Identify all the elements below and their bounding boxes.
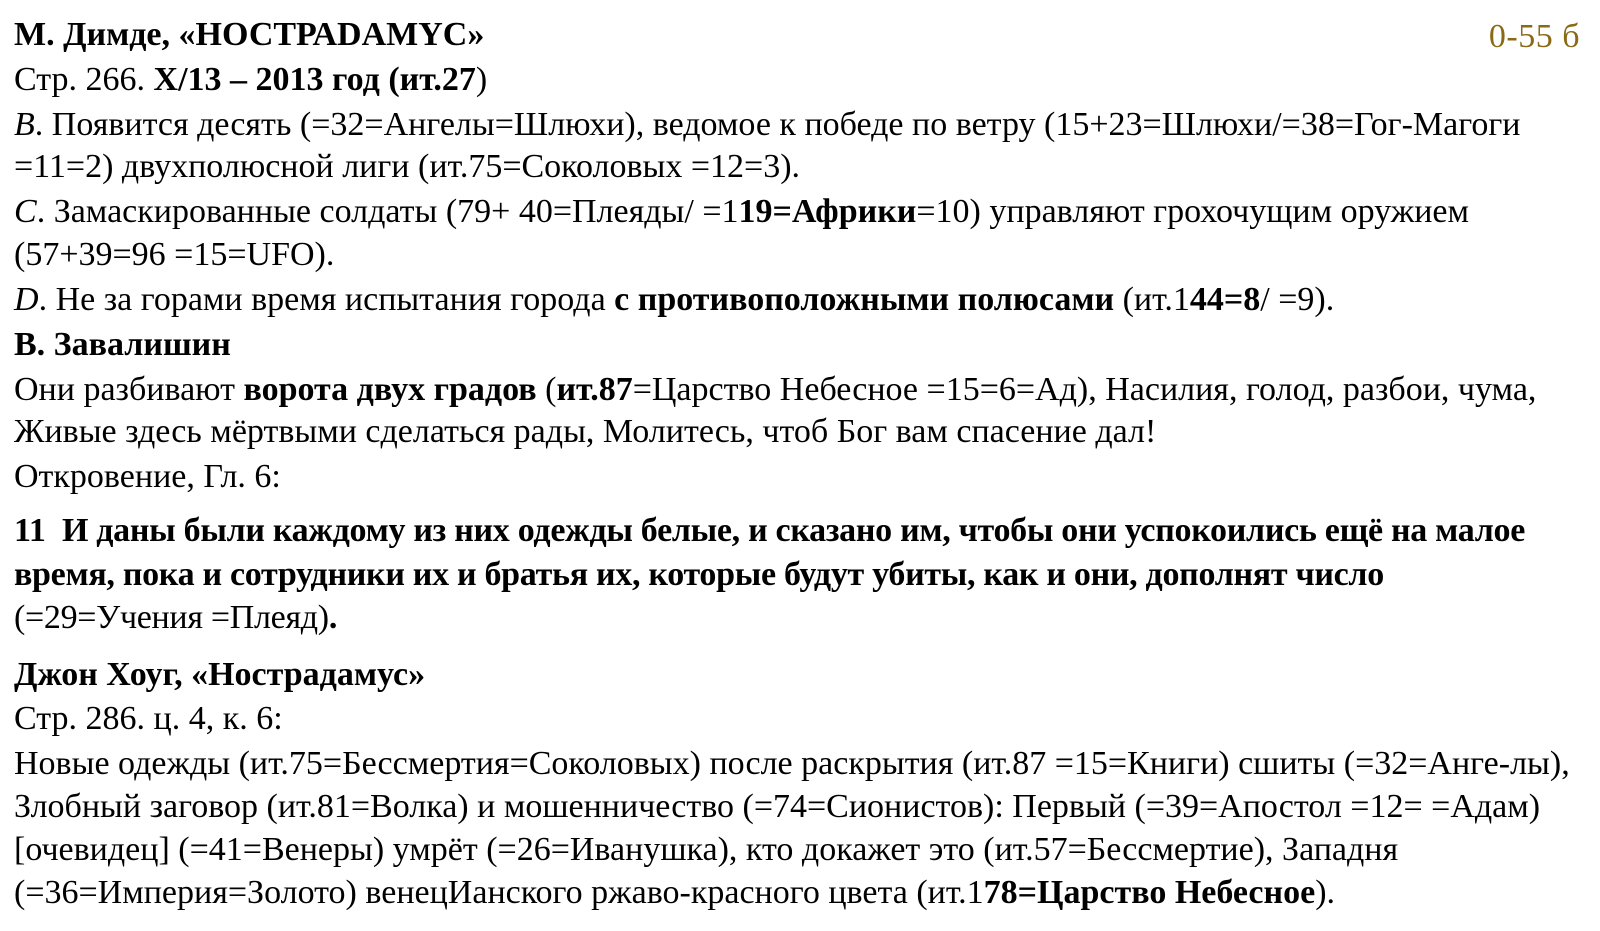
section-zavalishin-heading: В. Завалишин [14, 325, 231, 363]
spacer-before-hogue [14, 640, 1578, 654]
entry-d-text-after: / =9). [1260, 280, 1335, 318]
source-line [14, 59, 1578, 102]
section-zavalishin-body [14, 369, 1578, 455]
source-bold-inner: ит.27 [399, 60, 476, 98]
entry-c-text-before: . Замаскированные солдаты (79+ 40=Плеяды/ =1 [36, 193, 739, 231]
entry-d-bold: с противоположными полюсами [614, 280, 1115, 318]
revelation-reference: Откровение, Гл. 6: [14, 458, 281, 496]
source-prefix: Стр. 266. [14, 60, 154, 98]
verse-text: И даны были каждому из них одежды белые, и сказано им, чтобы они успокоились ещё на малое время, пока и сотрудники их и братья их, которые будут убиты, как и они, дополнят число [14, 512, 1526, 593]
page-number: 0-55 б [1488, 18, 1580, 55]
entry-d-text-before: . Не за горами время испытания города [38, 280, 615, 318]
hogue-body-before: Новые одежды (ит.75=Бессмертия=Соколовых) после раскрытия (ит.87 =15=Книги) сшиты (=32=Анге-лы), Злобный заговор (ит.81=Волка) и мошенничество (=74=Сионистов): Первый (=39=Апостол =12= =Адам) [очевидец] (=41=Венеры) умрёт (=26=Иванушка), кто докажет это (ит.57=Бессмертие), Западня (=36=Империя=Золото) венецИанского ржаво-красного цвета (ит.1 [14, 745, 1570, 911]
document-title: М. Димде, «НОСТРАDAMYC» [14, 16, 485, 53]
zavalishin-after: =Царство Небесное =15=6=Ад), Насилия, голод, разбои, чума, Живые здесь мёртвыми сделаться рады, Молитесь, чтоб Бог вам спасение дал! [14, 370, 1537, 451]
entry-d-bold-2: 44=8 [1189, 280, 1261, 318]
entry-b [14, 104, 1578, 190]
source-bold: X/13 – 2013 год ( [153, 60, 400, 98]
entry-c-bold: 19=Африки [738, 193, 917, 231]
hogue-body-bold: 78=Царство Небесное [983, 873, 1316, 911]
verse-tail: (=29=Учения =Плеяд) [14, 599, 329, 637]
verse-number: 11 [14, 512, 46, 550]
revelation-verse [14, 509, 1578, 640]
zavalishin-mid: ( [536, 370, 557, 408]
spacer-before-verse [14, 501, 1578, 509]
entry-c-marker: C [14, 193, 37, 231]
entry-c [14, 191, 1578, 277]
hogue-reference: Стр. 286. ц. 4, к. 6: [14, 700, 283, 738]
document-title-row [14, 14, 1578, 57]
entry-b-text: . Появится десять (=32=Ангелы=Шлюхи), ведомое к победе по ветру (15+23=Шлюхи/=38=Гог-Магоги =11=2) двухполюсной лиги (ит.75=Соколовых =12=3). [14, 105, 1521, 186]
verse-tail-bold: . [328, 599, 338, 637]
section-hogue-heading: Джон Хоуг, «Нострадамус» [14, 655, 426, 693]
entry-d-marker: D [14, 280, 39, 318]
entry-d [14, 279, 1578, 322]
entry-b-marker: B [14, 105, 35, 143]
source-suffix: ) [475, 60, 488, 98]
zavalishin-bold-gates: ворота двух градов [243, 370, 537, 408]
zavalishin-before: Они разбивают [14, 370, 244, 408]
entry-d-text-mid: (ит.1 [1114, 280, 1190, 318]
zavalishin-bold-it87: ит.87 [556, 370, 633, 408]
entry-c-text-after: =10) управляют грохочущим оружием (57+39=96 =15=UFO). [14, 193, 1469, 274]
hogue-body [14, 743, 1578, 914]
hogue-body-after: ). [1315, 873, 1336, 911]
